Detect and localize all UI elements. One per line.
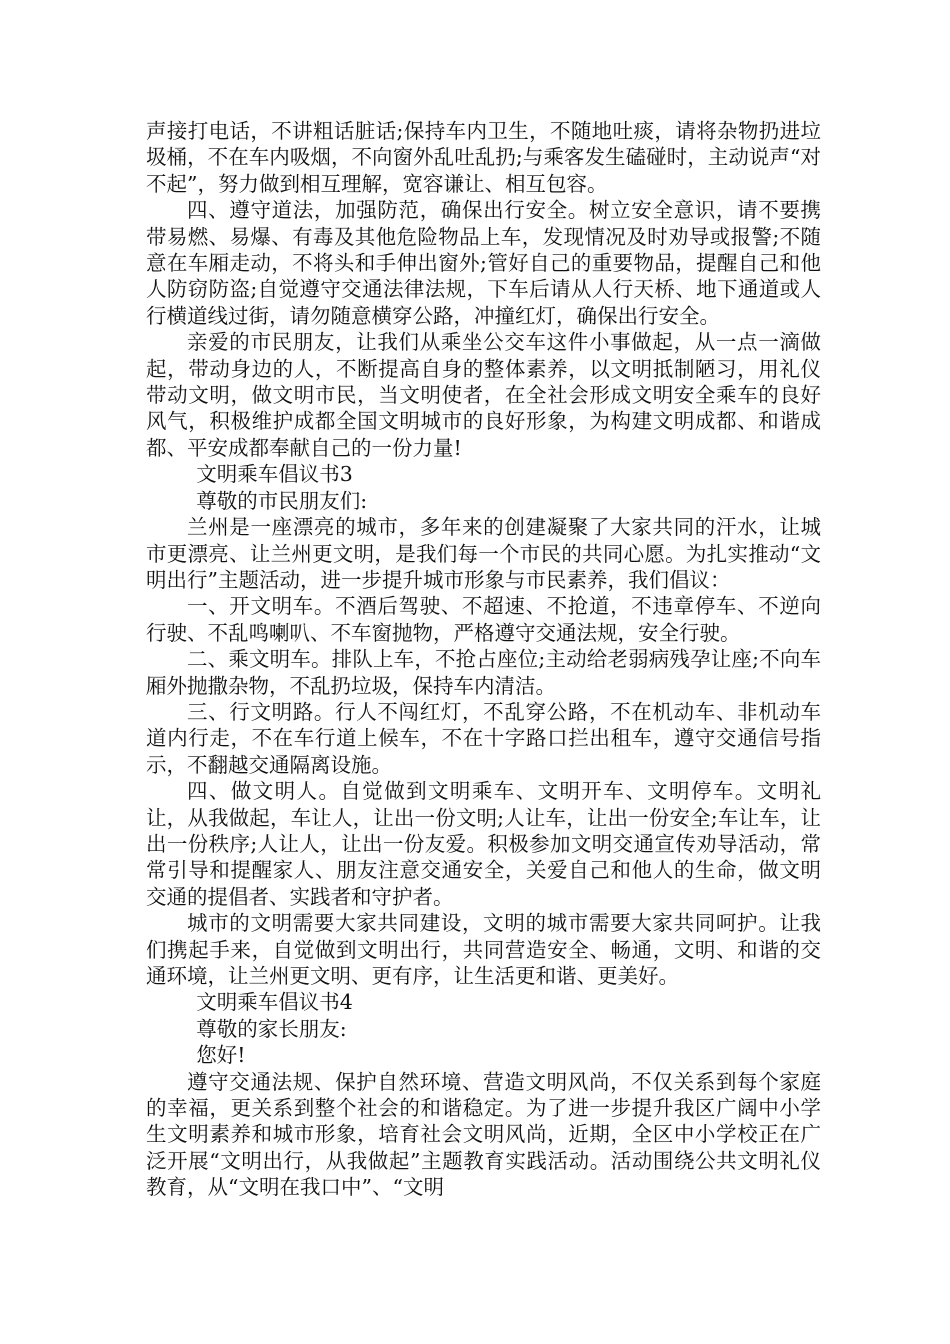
paragraph-lanzhou-intro: 兰州是一座漂亮的城市，多年来的创建凝聚了大家共同的汗水，让城市更漂亮、让兰州更文明，是我们每一个市民的共同心愿。为扎实推动“文明出行”主题活动，进一步提升城市形象与市民素养，我们倡议： — [146, 515, 821, 592]
section-title-4: 文明乘车倡议书4 — [196, 990, 353, 1015]
greeting: 您好! — [196, 1043, 246, 1068]
section-title-3: 文明乘车倡议书3 — [196, 462, 353, 487]
paragraph-closing-appeal: 亲爱的市民朋友，让我们从乘坐公交车这件小事做起，从一点一滴做起，带动身边的人，不断提高自身的整体素养，以文明抵制陋习，用礼仪带动文明，做文明市民，当文明使者，在全社会形成文明安全乘车的良好风气，积极维护成都全国文明城市的良好形象，为构建文明成都、和谐成都、平安成都奉献自己的一份力量! — [146, 330, 821, 460]
salutation-3: 尊敬的市民朋友们: — [196, 488, 368, 513]
paragraph-civil-walking: 三、行文明路。行人不闯红灯，不乱穿公路，不在机动车、非机动车道内行走，不在车行道上候车，不在十字路口拦出租车，遵守交通信号指示，不翻越交通隔离设施。 — [146, 699, 821, 777]
paragraph-continued-courtesy: 声接打电话，不讲粗话脏话;保持车内卫生，不随地吐痰，请将杂物扔进垃圾桶，不在车内吸烟，不向窗外乱吐乱扔;与乘客发生磕碰时，主动说声“对不起”，努力做到相互理解，宽容谦让、相互包容。 — [146, 119, 821, 196]
document-body — [146, 118, 821, 1201]
paragraph-parents-intro: 遵守交通法规、保护自然环境、营造文明风尚，不仅关系到每个家庭的幸福，更关系到整个社会的和谐稳定。为了进一步提升我区广阔中小学生文明素养和城市形象，培育社会文明风尚，近期，全区中小学校正在广泛开展“文明出行，从我做起”主题教育实践活动。活动围绕公共文明礼仪教育，从“文明在我口中”、“文明 — [146, 1069, 821, 1200]
paragraph-city-conclusion: 城市的文明需要大家共同建设，文明的城市需要大家共同呵护。让我们携起手来，自觉做到文明出行，共同营造安全、畅通，文明、和谐的交通环境，让兰州更文明、更有序，让生活更和谐、更美好。 — [146, 911, 821, 988]
paragraph-safety: 四、遵守道法，加强防范，确保出行安全。树立安全意识，请不要携带易燃、易爆、有毒及其他危险物品上车，发现情况及时劝导或报警;不随意在车厢走动，不将头和手伸出窗外;管好自己的重要物品，提醒自己和他人防窃防盗;自觉遵守交通法律法规，下车后请从人行天桥、地下通道或人行横道线过街，请勿随意横穿公路，冲撞红灯，确保出行安全。 — [146, 198, 821, 328]
paragraph-civil-person: 四、做文明人。自觉做到文明乘车、文明开车、文明停车。文明礼让，从我做起，车让人，让出一份文明;人让车，让出一份安全;车让车，让出一份秩序;人让人，让出一份友爱。积极参加文明交通宣传劝导活动，常常引导和提醒家人、朋友注意交通安全，关爱自己和他人的生命，做文明交通的提倡者、实践者和守护者。 — [146, 779, 821, 909]
paragraph-civil-driving: 一、开文明车。不酒后驾驶、不超速、不抢道，不违章停车、不逆向行驶、不乱鸣喇叭、不车窗抛物，严格遵守交通法规，安全行驶。 — [146, 594, 821, 645]
paragraph-civil-riding: 二、乘文明车。排队上车，不抢占座位;主动给老弱病残孕让座;不向车厢外抛撒杂物，不乱扔垃圾，保持车内清洁。 — [146, 647, 821, 698]
salutation-4: 尊敬的家长朋友: — [196, 1016, 347, 1041]
